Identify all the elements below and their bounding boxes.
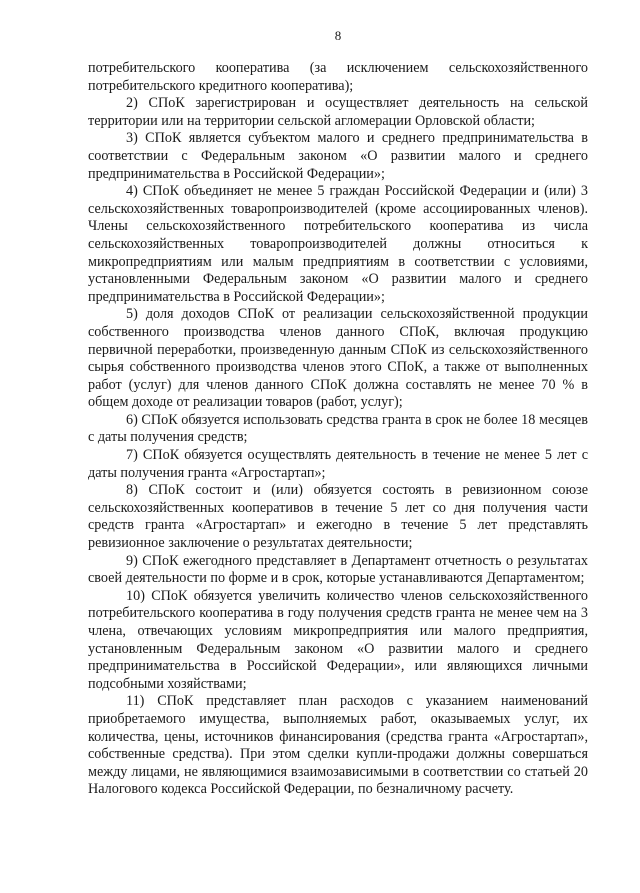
paragraph-item-9: 9) СПоК ежегодного представляет в Департамент отчетность о результатах своей деятельности по форме и в срок, которые устанавливаются Департаментом;	[88, 552, 588, 587]
paragraph-item-11: 11) СПоК представляет план расходов с указанием наименований приобретаемого имущества, выполняемых работ, оказываемых услуг, их количества, цены, источников финансирования (средства гранта «Агростартап», собственные средства). При этом сделки купли-продажи должны совершаться между лицами, не являющимися взаимозависимыми в соответствии со статьей 20 Налогового кодекса Российской Федерации, по безналичному расчету.	[88, 693, 588, 798]
paragraph-item-4: 4) СПоК объединяет не менее 5 граждан Российской Федерации и (или) 3 сельскохозяйственных товаропроизводителей (кроме ассоциированных членов). Члены сельскохозяйственного потребительского кооператива из числа сельскохозяйственных товаропроизводителей должны относиться к микропредприятиям или малым предприятиям в соответствии с условиями, установленными Федеральным законом «О развитии малого и среднего предпринимательства в Российской Федерации»;	[88, 183, 588, 305]
paragraph-item-6: 6) СПоК обязуется использовать средства гранта в срок не более 18 месяцев с даты получения средств;	[88, 411, 588, 446]
paragraph-item-5: 5) доля доходов СПоК от реализации сельскохозяйственной продукции собственного производства членов данного СПоК, включая продукцию первичной переработки, произведенную данным СПоК из сельскохозяйственного сырья собственного производства членов этого СПоК, а также от выполненных работ (услуг) для членов данного СПоК должна составлять не менее 70 % в общем доходе от реализации товаров (работ, услуг);	[88, 306, 588, 411]
paragraph-item-8: 8) СПоК состоит и (или) обязуется состоять в ревизионном союзе сельскохозяйственных кооперативов в течение 5 лет со дня получения части средств гранта «Агростартап» и ежегодно в течение 5 лет представлять ревизионное заключение о результатах деятельности;	[88, 482, 588, 552]
document-body	[88, 60, 588, 799]
paragraph-item-3: 3) СПоК является субъектом малого и среднего предпринимательства в соответствии с Федеральным законом «О развитии малого и среднего предпринимательства в Российской Федерации»;	[88, 130, 588, 182]
paragraph-continuation: потребительского кооператива (за исключением сельскохозяйственного потребительского кредитного кооператива);	[88, 60, 588, 94]
page-number: 8	[334, 28, 342, 43]
paragraph-item-10: 10) СПоК обязуется увеличить количество членов сельскохозяйственного потребительского кооператива в году получения средств гранта не менее чем на 3 члена, отвечающих условиям микропредприятия или малого предприятия, установленным Федеральным законом «О развитии малого и среднего предпринимательства в Российской Федерации», или являющихся личными подсобными хозяйствами;	[88, 587, 588, 692]
paragraph-item-7: 7) СПоК обязуется осуществлять деятельность в течение не менее 5 лет с даты получения гранта «Агростартап»;	[88, 447, 588, 481]
paragraph-item-2: 2) СПоК зарегистрирован и осуществляет деятельность на сельской территории или на территории сельской агломерации Орловской области;	[88, 95, 588, 129]
